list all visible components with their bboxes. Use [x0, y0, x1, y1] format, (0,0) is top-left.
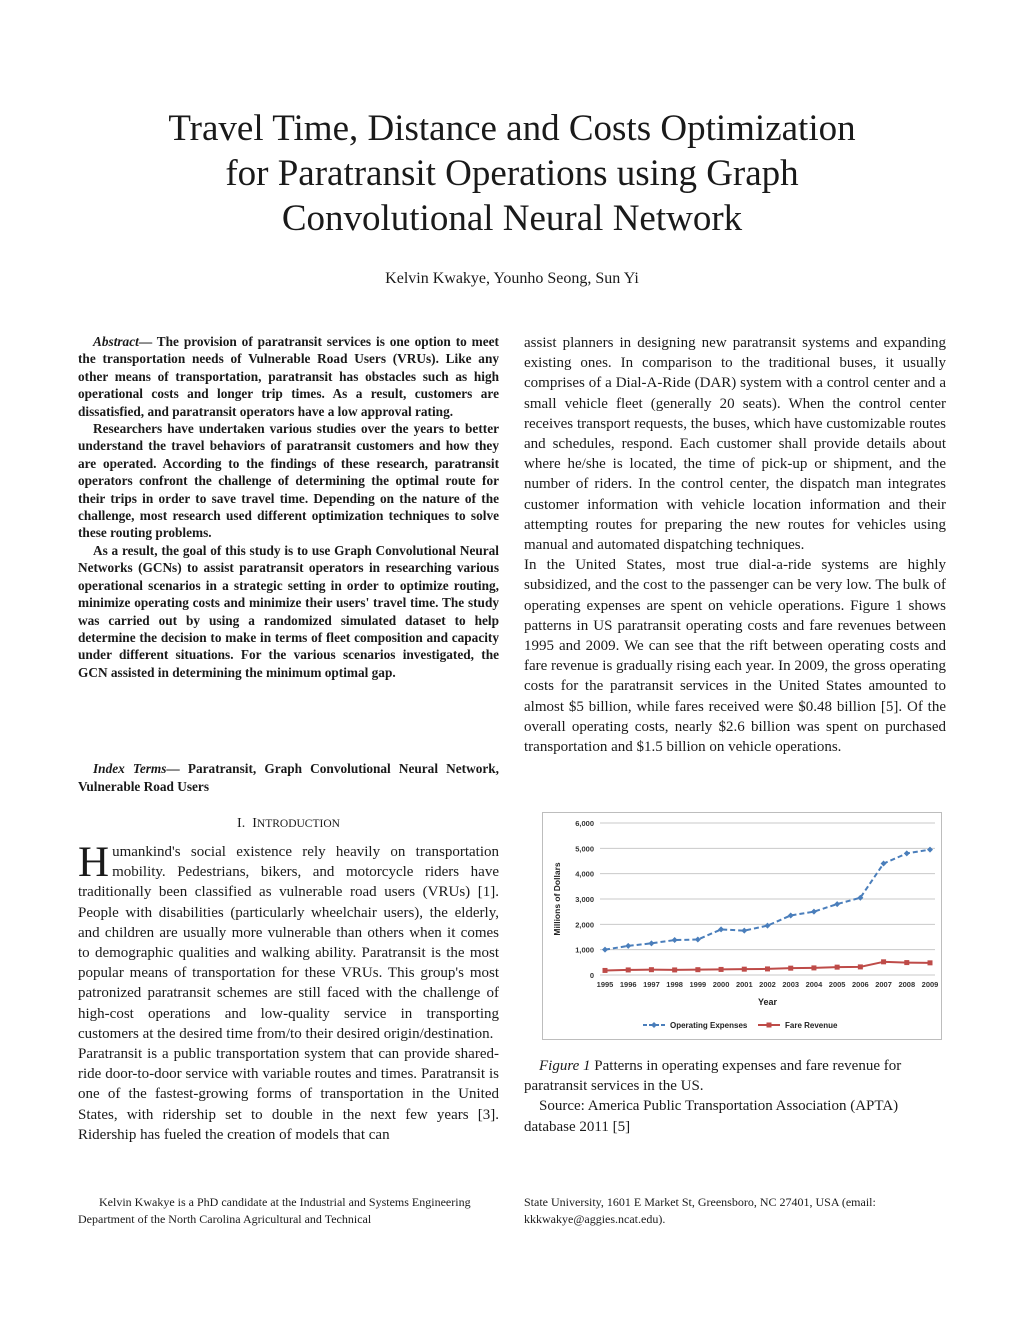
data-point: [603, 968, 608, 973]
y-tick-label: 2,000: [575, 920, 594, 930]
data-point: [834, 901, 840, 907]
footnote-left: Kelvin Kwakye is a PhD candidate at the Industrial and Systems Engineering Department of the North Carolina Agricultural and Technical: [78, 1195, 471, 1226]
data-point: [672, 967, 677, 972]
data-point: [718, 926, 724, 932]
data-point: [927, 847, 933, 853]
intro-paragraph-1: [78, 839, 499, 1044]
index-terms: [78, 760, 499, 796]
x-tick-label: 2009: [921, 980, 939, 989]
y-tick-label: 3,000: [575, 895, 594, 904]
x-tick-label: 2006: [852, 980, 869, 989]
caption-source: Source: America Public Transportation Association (APTA) database 2011 [5]: [524, 1098, 899, 1135]
intro-paragraph-2: Paratransit is a public transportation system that can provide shared-ride door-to-door service with variable routes and times. Paratransit is one of the fastest-growing forms of transportation in the United States, with ridership set to double in the next few years [3]. Ridership has fueled the creation of models that can: [78, 1046, 499, 1143]
x-tick-label: 2000: [712, 980, 730, 989]
y-tick-label: 5,000: [575, 844, 594, 854]
x-tick-label: 1999: [689, 980, 707, 989]
index-terms-text: Paratransit, Graph Convolutional Neural Network, Vulnerable Road Users: [78, 761, 499, 794]
data-point: [695, 967, 700, 972]
data-point: [788, 912, 794, 918]
abstract-text-1: The provision of paratransit services is one option to meet the transportation needs of Vulnerable Road Users (VRUs). Like any other means of transportation, paratransit has obstacles such as high operational costs and longer trip times. As a result, customers are dissatisfied, and paratransit operators have a low approval rating.: [78, 334, 499, 419]
right-paragraph-2: In the United States, most true dial-a-ride systems are highly subsidized, and the cost to the passenger can be very low. The bulk of operating expenses are spent on vehicle operations. Figure 1 shows patterns in US paratransit operating costs and fare revenues between 1995 and 2009. We can see that the rift between operating costs and fare revenue is gradually rising each year. In 2009, the gross operating costs for the paratransit services in the United States amounted to almost $5 billion, while fares received were $0.48 billion [5]. Of the overall operating costs, nearly $2.6 billion was spent on purchased transportation and $1.5 billion on vehicle operations.: [524, 557, 946, 756]
data-point: [741, 928, 747, 934]
x-tick-label: 2004: [805, 980, 823, 989]
paper-title: [80, 106, 944, 241]
y-tick-label: 4,000: [575, 869, 594, 879]
series-line-0: [605, 850, 930, 950]
abstract-paragraph-1: [78, 333, 499, 420]
data-point: [765, 966, 770, 971]
data-point: [928, 960, 933, 965]
legend-marker: [651, 1022, 657, 1028]
figure-caption: [524, 1056, 946, 1137]
data-point: [765, 923, 771, 929]
intro-text-1: umankind's social existence rely heavily on transportation mobility. Pedestrians, bikers, and motorcycle riders have traditionally been classified as vulnerable road users (VRUs) [1]. People with disabilities (particularly wheelchair users), the elderly, and children are usually more vulnerable than others when it comes to demographic qualities and walking ability. Paratransit is the most popular means of transportation for these VRUs. This group's most patronized paratransit schemes are still faced with the challenge of high-cost operations and low-quality service in transporting customers at the desired time from/to their desired origin/destination.: [78, 844, 499, 1042]
right-column-text: [524, 333, 946, 757]
x-tick-label: 2001: [735, 980, 753, 989]
index-terms-dash: —: [166, 761, 188, 776]
drop-cap: H: [78, 839, 110, 886]
data-point: [904, 960, 909, 965]
x-tick-label: 2007: [875, 980, 892, 989]
abstract: [78, 333, 499, 681]
data-point: [881, 959, 886, 964]
data-point: [649, 967, 654, 972]
legend-label: Operating Expenses: [670, 1021, 748, 1030]
y-axis-label: Millions of Dollars: [552, 862, 562, 936]
abstract-dash: —: [138, 334, 157, 349]
x-tick-label: 1997: [643, 980, 660, 989]
footnote-right: State University, 1601 E Market St, Greensboro, NC 27401, USA (email: kkkwakye@aggies.ncat.edu).: [524, 1195, 876, 1226]
abstract-paragraph-3: As a result, the goal of this study is to use Graph Convolutional Neural Networks (GCNs) to assist paratransit operators in researching various operational scenarios in a strategic setting in order to optimize routing, minimize operating costs and minimize their users' travel time. The study was carried out by using a randomized simulated dataset to help determine the decision to make in terms of fleet composition and capacity under different situations. For the various scenarios investigated, the GCN assisted in determining the minimum optimal gap.: [78, 542, 499, 680]
title-line-3: Convolutional Neural Network: [281, 198, 743, 239]
data-point: [626, 967, 631, 972]
x-tick-label: 2008: [898, 980, 916, 989]
data-point: [672, 937, 678, 943]
abstract-paragraph-2: Researchers have undertaken various studies over the years to better understand the travel behaviors of paratransit customers and how they are operated. According to the findings of these research, paratransit operators confront the challenge of determining the optimal route for their trips in order to save travel time. Depending on the nature of the challenge, most research used different optimization techniques to solve these routing problems.: [78, 421, 499, 541]
x-tick-label: 1996: [619, 980, 637, 989]
y-tick-label: 6,000: [575, 819, 594, 828]
data-point: [811, 965, 816, 970]
data-point: [695, 937, 701, 943]
title-line-1: Travel Time, Distance and Costs Optimization: [168, 108, 856, 149]
data-point: [858, 964, 863, 969]
data-point: [602, 947, 608, 953]
section-rest: NTRODUCTION: [256, 818, 340, 830]
data-point: [881, 861, 887, 867]
caption-body: Patterns in operating expenses and fare revenue for paratransit services in the US.: [524, 1058, 902, 1095]
data-point: [648, 940, 654, 946]
abstract-label: Abstract: [93, 334, 139, 349]
data-point: [835, 965, 840, 970]
data-point: [811, 909, 817, 915]
data-point: [719, 967, 724, 972]
chart-svg: [543, 813, 941, 1039]
section-number: I.: [237, 816, 246, 831]
title-line-2: for Paratransit Operations using Graph: [225, 153, 799, 194]
x-tick-label: 1995: [596, 980, 614, 989]
index-terms-label: Index Terms: [93, 761, 167, 776]
data-point: [904, 850, 910, 856]
y-tick-label: 0: [589, 971, 594, 980]
data-point: [788, 966, 793, 971]
section-first-letter: I: [252, 816, 257, 831]
right-paragraph-1: assist planners in designing new paratransit systems and expanding existing ones. In comparison to the traditional buses, it usually comprises of a Dial-A-Ride (DAR) system with a control center and a small vehicle fleet (generally 20 seats). When the control center receives transport requests, the buses, which have customizable routes and schedules, respond. Each customer shall provide details about where he/she is located, the time of pick-up or shipment, and the number of riders. In the control center, the dispatch man integrates customer information with vehicle location information and their attempting routes for preparing the new routes for vehicles using manual and automated dispatching techniques.: [524, 335, 946, 554]
x-axis-label: Year: [757, 997, 778, 1007]
section-heading: [78, 816, 499, 832]
legend-label: Fare Revenue: [785, 1021, 838, 1030]
authors: Kelvin Kwakye, Younho Seong, Sun Yi: [385, 270, 639, 287]
x-tick-label: 2002: [759, 980, 776, 989]
y-tick-label: 1,000: [575, 945, 594, 955]
caption-text: [524, 1056, 946, 1096]
figure-1-chart: [542, 812, 942, 1040]
data-point: [625, 943, 631, 949]
data-point: [742, 967, 747, 972]
x-tick-label: 2003: [782, 980, 800, 989]
legend-marker: [767, 1023, 772, 1028]
introduction: [78, 839, 499, 1145]
caption-label: Figure 1: [539, 1058, 591, 1074]
x-tick-label: 2005: [828, 980, 846, 989]
x-tick-label: 1998: [666, 980, 683, 989]
